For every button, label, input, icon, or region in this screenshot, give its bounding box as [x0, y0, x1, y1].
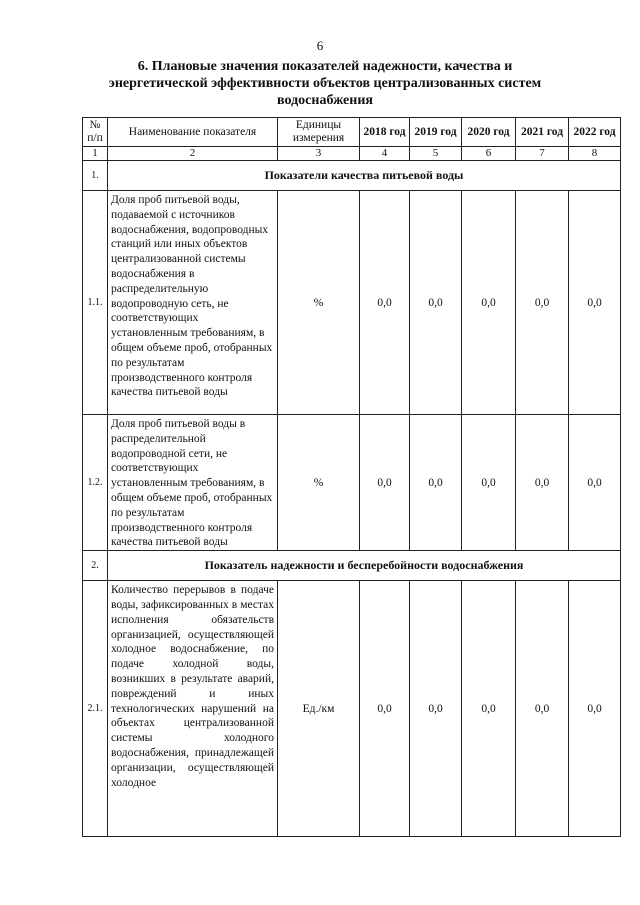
row-number: 1.2.: [83, 415, 108, 551]
column-number: 8: [569, 147, 621, 161]
column-number: 2: [108, 147, 278, 161]
section-title: Показатель надежности и бесперебойности водоснабжения: [108, 551, 621, 581]
value-cell: 0,0: [516, 581, 569, 837]
value-cell: 0,0: [462, 581, 516, 837]
indicators-table: [82, 117, 621, 837]
unit-cell: Ед./км: [278, 581, 360, 837]
value-cell: 0,0: [462, 191, 516, 415]
value-cell: 0,0: [569, 581, 621, 837]
column-number: 4: [360, 147, 410, 161]
column-number: 7: [516, 147, 569, 161]
page-number: 6: [316, 38, 324, 53]
column-number: 1: [83, 147, 108, 161]
indicator-name: Доля проб питьевой воды, подаваемой с источников водоснабжения, водопроводных станций или иных объектов централизованной системы водоснабжения в распределительную водопроводную сеть, не соответствующих установленным требованиям, в общем объеме проб, отобранных по результатам производственного контроля качества питьевой воды: [108, 191, 278, 415]
value-cell: 0,0: [462, 415, 516, 551]
indicator-name: Количество перерывов в подаче воды, зафиксированных в местах исполнения обязательств организацией, осуществляющей холодное водоснабжение, по подаче холодной воды, возникших в результате аварий, повреждений и иных технологических нарушений на объектах централизованной системы холодного водоснабжения, принадлежащей организации, осуществляющей холодное: [108, 581, 278, 837]
value-cell: 0,0: [410, 581, 462, 837]
header-year-2021: 2021 год: [516, 118, 569, 147]
value-cell: 0,0: [360, 581, 410, 837]
table-row: [83, 581, 621, 837]
unit-cell: %: [278, 191, 360, 415]
table-row: [83, 415, 621, 551]
value-cell: 0,0: [360, 415, 410, 551]
header-year-2020: 2020 год: [462, 118, 516, 147]
indicator-name: Доля проб питьевой воды в распределительной водопроводной сети, не соответствующих установленным требованиям, в общем объеме проб, отобранных по результатам производственного контроля качества питьевой воды: [108, 415, 278, 551]
header-year-2018: 2018 год: [360, 118, 410, 147]
value-cell: 0,0: [516, 191, 569, 415]
row-number: 1.1.: [83, 191, 108, 415]
value-cell: 0,0: [569, 191, 621, 415]
row-number: 2.1.: [83, 581, 108, 837]
header-num: № п/п: [83, 118, 108, 147]
section-number: 1.: [83, 161, 108, 191]
value-cell: 0,0: [410, 415, 462, 551]
section-number: 2.: [83, 551, 108, 581]
header-unit: Единицы измерения: [278, 118, 360, 147]
section-row: [83, 551, 621, 581]
column-number: 3: [278, 147, 360, 161]
table-row: [83, 191, 621, 415]
section-row: [83, 161, 621, 191]
column-number: 5: [410, 147, 462, 161]
header-year-2022: 2022 год: [569, 118, 621, 147]
section-heading: 6. Плановые значения показателей надежности, качества и энергетической эффективности объектов централизованных систем водоснабжения: [108, 59, 542, 108]
header-year-2019: 2019 год: [410, 118, 462, 147]
section-title: Показатели качества питьевой воды: [108, 161, 621, 191]
header-name: Наименование показателя: [108, 118, 278, 147]
value-cell: 0,0: [569, 415, 621, 551]
column-number: 6: [462, 147, 516, 161]
header-row: [83, 118, 621, 147]
unit-cell: %: [278, 415, 360, 551]
column-number-row: [83, 147, 621, 161]
value-cell: 0,0: [516, 415, 569, 551]
value-cell: 0,0: [360, 191, 410, 415]
value-cell: 0,0: [410, 191, 462, 415]
